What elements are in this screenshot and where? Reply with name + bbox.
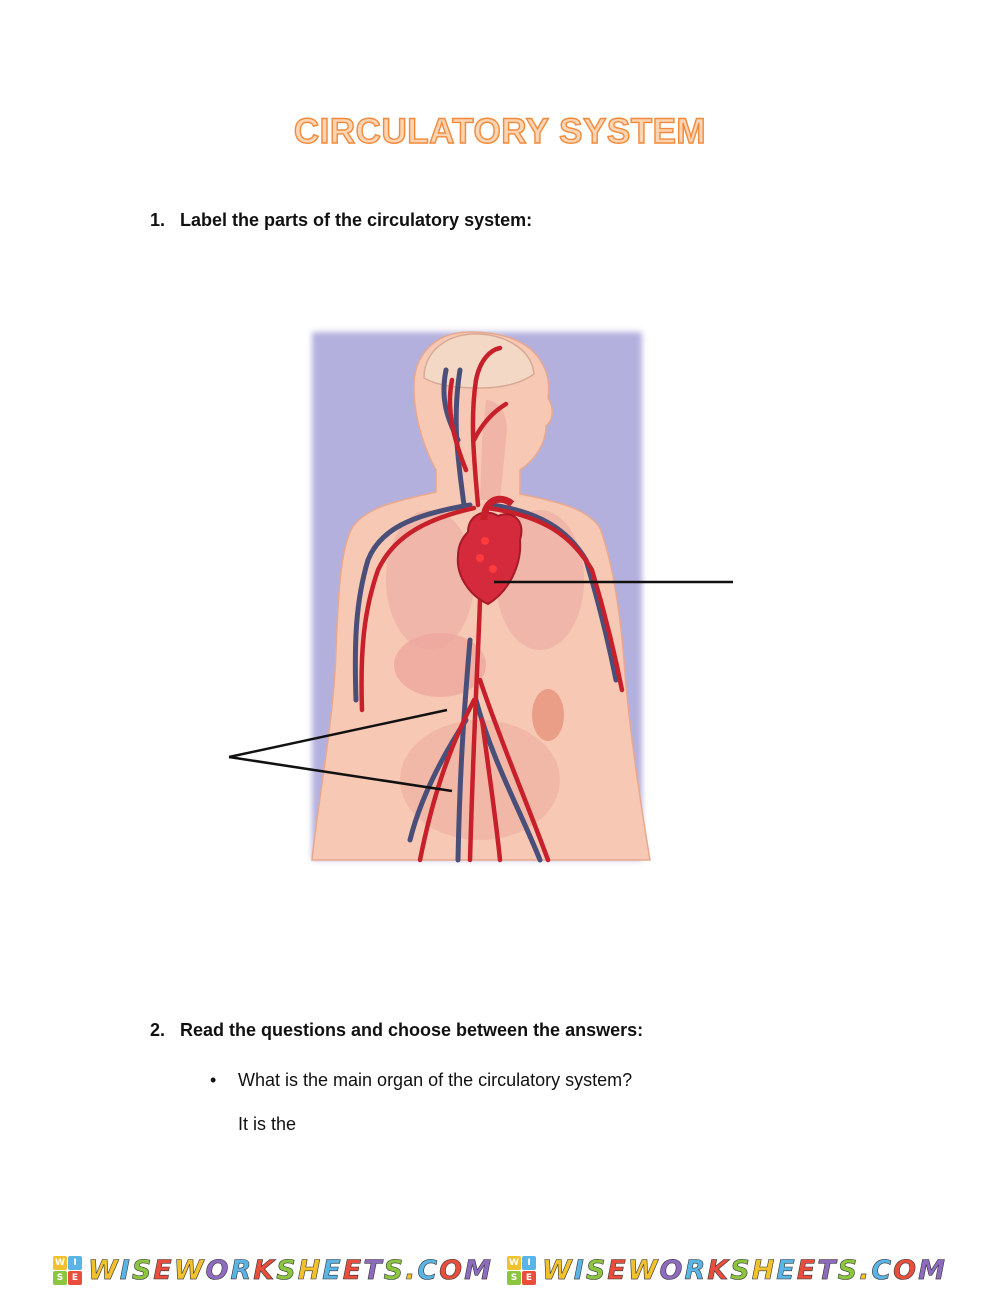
brand-letter: E [796,1255,818,1286]
brand-letter: E [153,1255,174,1286]
brand-letter: O [439,1255,465,1286]
logo-cell: E [522,1271,536,1285]
logo-cell: W [507,1256,521,1270]
logo-cell: S [507,1271,521,1285]
brand-text [88,1255,493,1286]
brand-letter: I [573,1255,586,1286]
bullet-dot: • [210,1070,217,1090]
brand-letter: S [276,1255,298,1286]
brand-text [542,1255,947,1286]
brand-letter: O [205,1255,231,1286]
brand-letter: H [297,1255,323,1286]
brand-letter: T [363,1255,384,1286]
logo-cell: S [53,1271,67,1285]
brand-letter: E [776,1255,797,1286]
brand-block-1 [53,1255,493,1286]
brand-letter: R [230,1255,254,1286]
logo-cell: I [522,1256,536,1270]
brand-letter: M [464,1255,493,1286]
brand-letter: W [173,1255,206,1286]
prompt-text: What is the main organ of the circulatory system? [238,1070,633,1090]
brand-letter: I [119,1255,132,1286]
logo-cell: I [68,1256,82,1270]
logo-cell: E [68,1271,82,1285]
brand-letter: S [131,1255,154,1286]
question-1-number: 1. [150,210,166,230]
brand-letter: . [859,1255,872,1286]
heart-marker-2 [476,554,484,562]
brand-logo [53,1256,82,1285]
brand-letter: H [751,1255,777,1286]
brand-letter: W [627,1255,660,1286]
brand-letter: R [684,1255,708,1286]
question-2-text: Read the questions and choose between the answers: [180,1020,644,1040]
brand-letter: O [893,1255,919,1286]
brand-letter: W [542,1255,574,1286]
brand-letter: O [659,1255,685,1286]
brand-letter: S [585,1255,608,1286]
brand-letter: E [342,1255,364,1286]
brand-letter: S [730,1255,752,1286]
question-2-number: 2. [150,1020,166,1040]
brand-block-2 [507,1255,947,1286]
brand-letter: S [837,1255,860,1286]
left-lung [386,510,474,650]
brand-letter: C [417,1255,440,1286]
logo-cell: W [53,1256,67,1270]
brand-letter: E [607,1255,628,1286]
question-2-heading [150,1020,643,1041]
brand-letter: M [918,1255,947,1286]
brand-letter: E [322,1255,343,1286]
brand-letter: T [817,1255,838,1286]
kidney [532,689,564,741]
brand-letter: C [871,1255,894,1286]
answer-start: It is the [238,1114,297,1134]
question-1-text: Label the parts of the circulatory system: [180,210,533,230]
question-2-prompt [210,1070,632,1091]
brand-letter: K [707,1255,731,1286]
brand-logo [507,1256,536,1285]
brand-letter: W [88,1255,120,1286]
brand-letter: S [383,1255,406,1286]
brand-letter: . [405,1255,418,1286]
worksheet-title: CIRCULATORY SYSTEM [293,112,707,151]
brand-letter: K [253,1255,277,1286]
heart-marker-1 [481,537,489,545]
footer-banner [0,1250,1000,1291]
heart-marker-3 [489,565,497,573]
